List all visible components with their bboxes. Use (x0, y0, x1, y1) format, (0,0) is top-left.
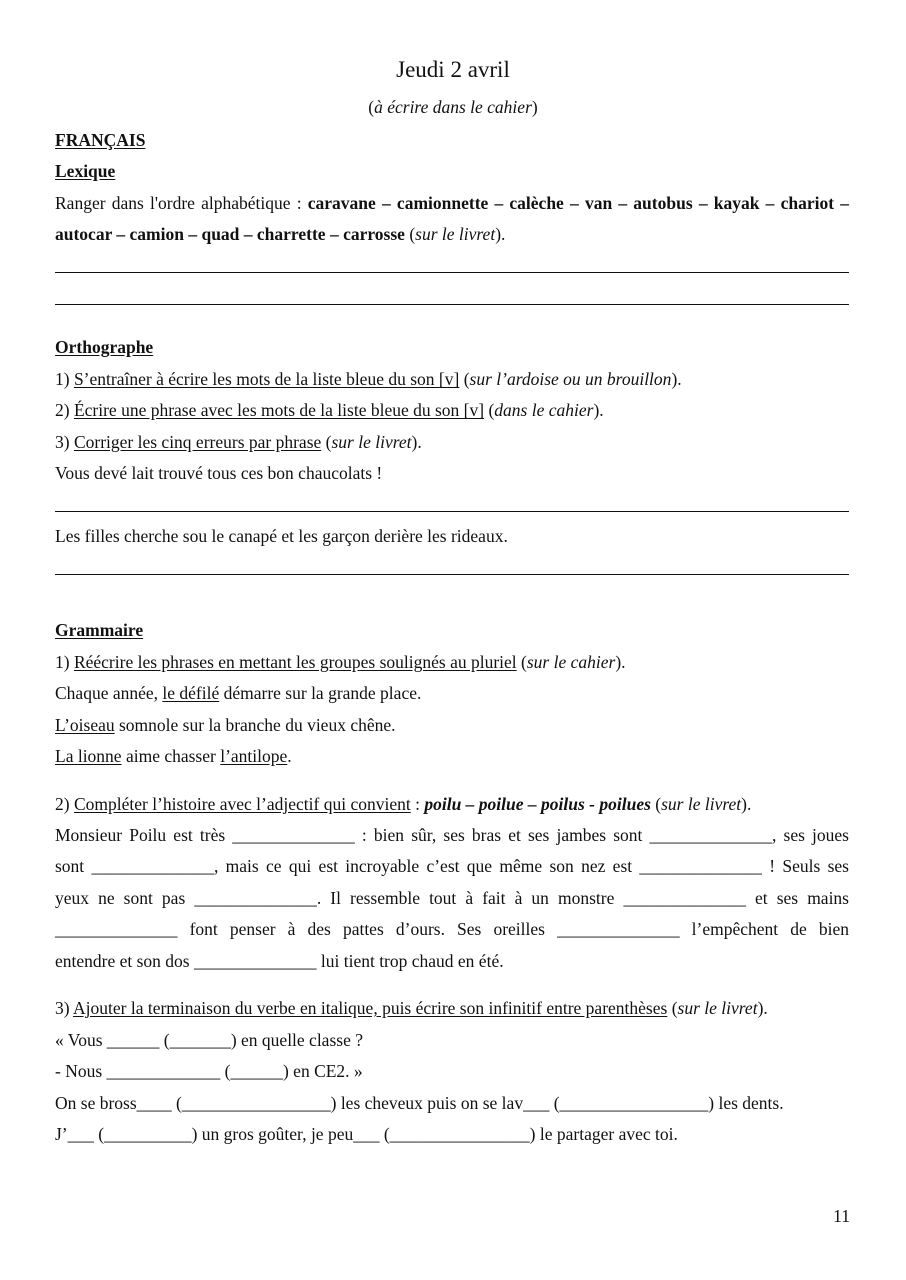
grammaire-exercise-3: 3) Ajouter la terminaison du verbe en italique, puis écrire son infinitif entre parenthèses (sur le livret). (55, 998, 768, 1018)
verb-line-1: « Vous ______ (_______) en quelle classe ? (55, 1030, 363, 1050)
orthographe-item-1: 1) S’entraîner à écrire les mots de la liste bleue du son [v] (sur l’ardoise ou un brouillon). (55, 369, 682, 389)
page-subtitle: (à écrire dans le cahier) (368, 97, 538, 117)
grammaire-heading: Grammaire (55, 620, 144, 640)
answer-line (55, 574, 849, 575)
story-line-5: entendre et son dos ______________ lui tient trop chaud en été. (55, 951, 504, 971)
orthographe-item-3: 3) Corriger les cinq erreurs par phrase (sur le livret). (55, 432, 422, 452)
grammaire-exercise-1: 1) Réécrire les phrases en mettant les groupes soulignés au pluriel (sur le cahier). (55, 652, 626, 672)
page-number: 11 (833, 1206, 850, 1226)
lexique-instruction-line1: Ranger dans l'ordre alphabétique : caravane – camionnette – calèche – van – autobus – kayak – chariot – (55, 193, 849, 213)
orthographe-item-2: 2) Écrire une phrase avec les mots de la liste bleue du son [v] (dans le cahier). (55, 400, 604, 420)
grammaire-exercise-2: 2) Compléter l’histoire avec l’adjectif qui convient : poilu – poilue – poilus - poilues (sur le livret). (55, 794, 752, 814)
lexique-instruction-line2: autocar – camion – quad – charrette – carrosse (sur le livret). (55, 224, 506, 244)
answer-line (55, 511, 849, 512)
answer-line (55, 272, 849, 273)
verb-line-4: J’___ (__________) un gros goûter, je peu___ (________________) le partager avec toi. (55, 1124, 678, 1144)
grammar-sentence-2: L’oiseau somnole sur la branche du vieux chêne. (55, 715, 396, 735)
story-line-2: sont ______________, mais ce qui est incroyable c’est que même son nez est ______________ ! Seuls ses (55, 856, 849, 876)
story-line-4: ______________ font penser à des pattes d’ours. Ses oreilles ______________ l’empêchent de bien (55, 919, 849, 939)
error-sentence-1: Vous devé lait trouvé tous ces bon chaucolats ! (55, 463, 383, 483)
story-line-3: yeux ne sont pas ______________. Il ressemble tout à fait à un monstre ______________ et ses mains (55, 888, 849, 908)
verb-line-3: On se bross____ (_________________) les cheveux puis on se lav___ (_________________) les dents. (55, 1093, 784, 1113)
story-line-1: Monsieur Poilu est très ______________ : bien sûr, ses bras et ses jambes sont ______________, ses joues (55, 825, 849, 845)
page-title: Jeudi 2 avril (396, 57, 510, 82)
answer-line (55, 304, 849, 305)
subject-heading: FRANÇAIS (55, 130, 146, 150)
verb-line-2: - Nous _____________ (______) en CE2. » (55, 1061, 363, 1081)
error-sentence-2: Les filles cherche sou le canapé et les garçon derière les rideaux. (55, 526, 508, 546)
orthographe-heading: Orthographe (55, 337, 154, 357)
lexique-heading: Lexique (55, 161, 116, 181)
grammar-sentence-3: La lionne aime chasser l’antilope. (55, 746, 292, 766)
grammar-sentence-1: Chaque année, le défilé démarre sur la grande place. (55, 683, 422, 703)
